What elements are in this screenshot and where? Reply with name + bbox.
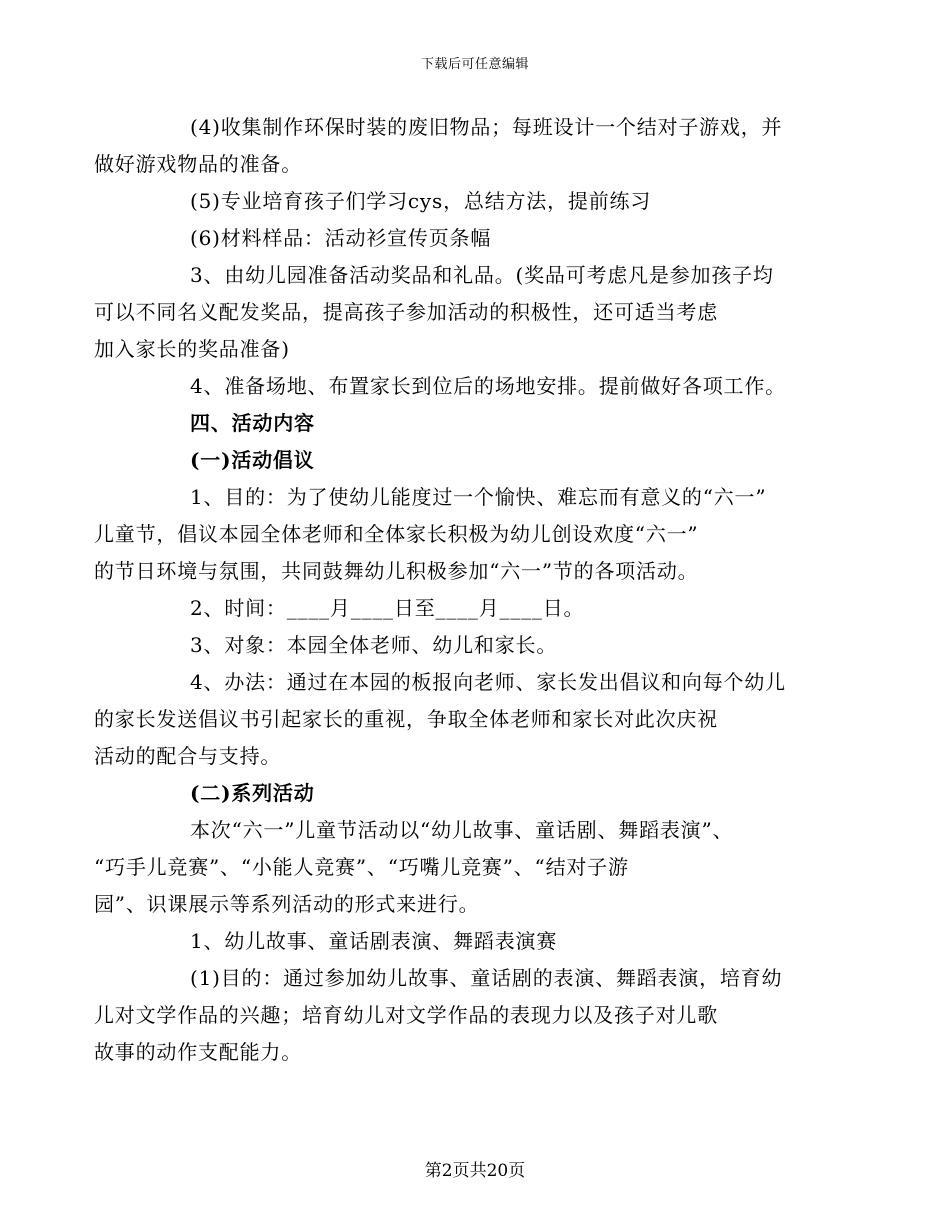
- text-line: 1、目的：为了使幼儿能度过一个愉快、难忘而有意义的“六一”: [190, 485, 767, 509]
- text-line: (1)目的：通过参加幼儿故事、童话剧的表演、舞蹈表演，培育幼: [190, 966, 783, 990]
- text-line: 活动的配合与支持。: [94, 744, 282, 768]
- text-line: 的节日环境与氛围，共同鼓舞幼儿积极参加“六一”节的各项活动。: [94, 559, 699, 583]
- text-line: 园”、识课展示等系列活动的形式来进行。: [94, 892, 480, 916]
- text-line: (二)系列活动: [190, 781, 315, 805]
- text-line: 4、准备场地、布置家长到位后的场地安排。提前做好各项工作。: [190, 374, 786, 398]
- text-line: 本次“六一”儿童节活动以“幼儿故事、童话剧、舞蹈表演”、: [190, 818, 734, 842]
- paragraph: [142, 405, 814, 442]
- paragraph: [94, 664, 814, 775]
- text-line: 的家长发送倡议书引起家长的重视，争取全体老师和家长对此次庆祝: [94, 707, 718, 731]
- text-line: (5)专业培育孩子们学习cys，总结方法，提前练习: [190, 189, 652, 213]
- text-line: 4、办法：通过在本园的板报向老师、家长发出倡议和向每个幼儿: [190, 670, 786, 694]
- paragraph: [94, 960, 814, 1071]
- paragraph: [142, 590, 814, 627]
- text-line: 四、活动内容: [190, 411, 315, 435]
- text-line: (6)材料样品：活动衫宣传页条幅: [190, 226, 492, 250]
- paragraph: [142, 368, 814, 405]
- text-line: 3、由幼儿园准备活动奖品和礼品。(奖品可考虑凡是参加孩子均: [190, 263, 774, 287]
- paragraph: [94, 257, 814, 368]
- text-line: 可以不同名义配发奖品，提高孩子参加活动的积极性，还可适当考虑: [94, 300, 718, 324]
- text-line: 故事的动作支配能力。: [94, 1040, 302, 1064]
- text-line: 儿童节，倡议本园全体老师和全体家长积极为幼儿创设欢度“六一”: [94, 522, 699, 546]
- page-header: 下载后可任意编辑: [420, 57, 529, 72]
- text-line: 做好游戏物品的准备。: [94, 152, 302, 176]
- document-body: [94, 109, 814, 1071]
- paragraph: [142, 220, 814, 257]
- paragraph: [94, 479, 814, 590]
- text-line: “巧手儿竞赛”、“小能人竞赛”、“巧嘴儿竞赛”、“结对子游: [94, 855, 629, 879]
- text-line: 儿对文学作品的兴趣；培育幼儿对文学作品的表现力以及孩子对儿歌: [94, 1003, 718, 1027]
- text-line: 2、时间：____月____日至____月____日。: [190, 596, 585, 620]
- paragraph: [94, 109, 814, 183]
- text-line: (一)活动倡议: [190, 448, 315, 472]
- paragraph: [142, 923, 814, 960]
- text-line: 1、幼儿故事、童话剧表演、舞蹈表演赛: [190, 929, 558, 953]
- text-line: (4)收集制作环保时装的废旧物品；每班设计一个结对子游戏，并: [190, 115, 783, 139]
- paragraph: [142, 775, 814, 812]
- text-line: 加入家长的奖品准备): [94, 337, 290, 361]
- paragraph: [142, 627, 814, 664]
- paragraph: [94, 812, 814, 923]
- text-line: 3、对象：本园全体老师、幼儿和家长。: [190, 633, 558, 657]
- page-footer: 第2页共20页: [424, 1161, 526, 1181]
- paragraph: [142, 183, 814, 220]
- paragraph: [142, 442, 814, 479]
